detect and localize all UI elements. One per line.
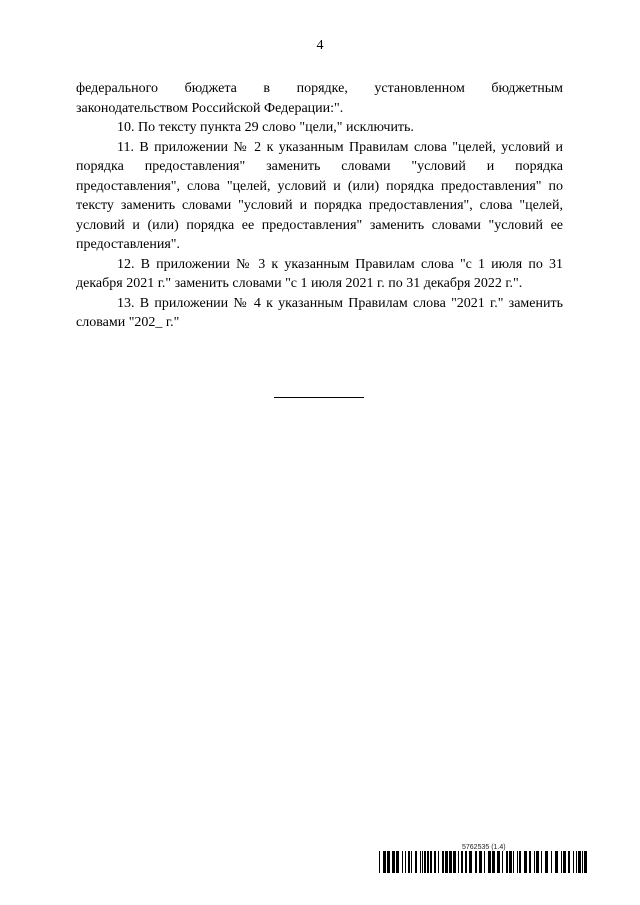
page-number: 4 [316, 38, 324, 53]
paragraph-continuation: федерального бюджета в порядке, установленном бюджетным законодательством Российской Федерации:". [76, 81, 563, 116]
paragraph-item-10: 10. По тексту пункта 29 слово "цели," исключить. [117, 120, 414, 135]
paragraph-item-13: 13. В приложении № 4 к указанным Правилам слова "2021 г." заменить словами "202_ г." [76, 295, 563, 330]
document-body [76, 79, 563, 333]
end-of-document-divider [274, 397, 364, 398]
paragraph-item-12: 12. В приложении № 3 к указанным Правилам слова "с 1 июля по 31 декабря 2021 г." заменить словами "с 1 июля 2021 г. по 31 декабря 2022 г.". [76, 256, 563, 291]
paragraph-item-11: 11. В приложении № 2 к указанным Правилам слова "целей, условий и порядка предоставления" заменить словами "условий и порядка предоставления", слова "целей, условий и (или) порядка предоставления" по тексту заменить словами "условий и порядка предоставления", слова "целей, условий и (или) порядка ее предоставления" заменить словами "условий ее предоставления". [76, 139, 563, 252]
barcode-image [379, 851, 587, 873]
barcode-label: 5762535 (1.4) [462, 844, 506, 851]
